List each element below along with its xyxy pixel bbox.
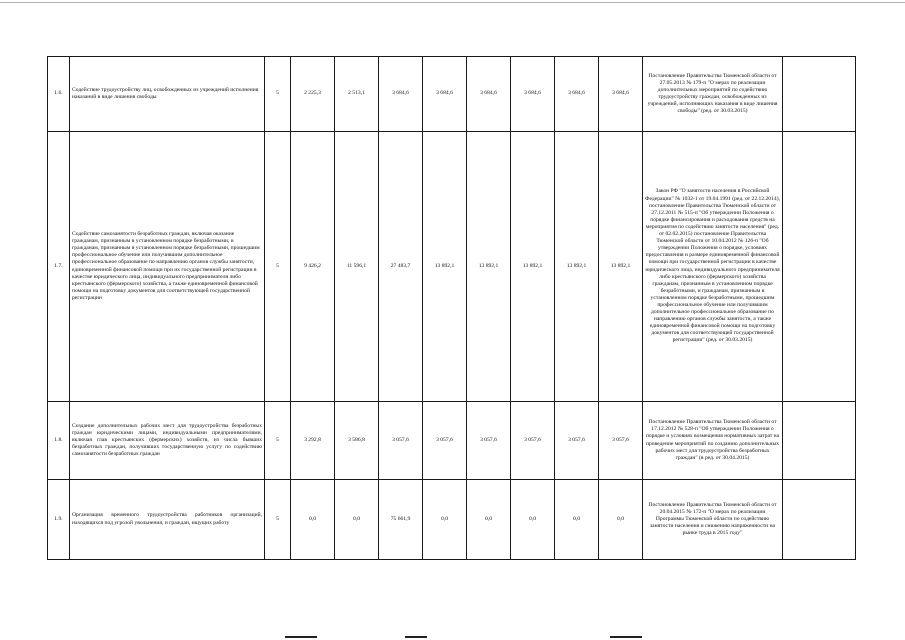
table-row — [48, 57, 856, 132]
program-activities-table — [47, 56, 856, 560]
cell-value: 0,0 — [291, 480, 335, 560]
cell-value: 75 661,9 — [379, 480, 423, 560]
activity-name: Содействие трудоустройству лиц, освобожденных из учреждений исполнения наказаний в виде лишения свободы — [70, 57, 265, 132]
cell-value: 0,0 — [467, 480, 511, 560]
legal-basis: Постановление Правительства Тюменской области от 17.12.2012 № 528-п "Об утверждении Положения о порядке и условиях возмещения нормативных затрат на проведение мероприятий по созданию дополнительных рабочих мест для трудоустройства безработных граждан" (в ред. от 30.04.2015) — [643, 402, 783, 480]
notes-cell — [783, 57, 856, 132]
legal-basis: Постановление Правительства Тюменской области от 27.05.2013 № 179-п "О мерах по реализации дополнительных мероприятий по содействию трудоустройству граждан, освобожденных из учреждений, исполняющих наказания в виде лишения свободы" (ред. от 30.03.2015) — [643, 57, 783, 132]
cell-value: 9 426,2 — [291, 132, 335, 402]
cell-value: 0,0 — [423, 480, 467, 560]
cell-value: 3 684,6 — [379, 57, 423, 132]
cell-value: 3 057,6 — [423, 402, 467, 480]
cell-value: 3 057,6 — [555, 402, 599, 480]
legal-basis: Постановление Правительства Тюменской области от 20.04.2015 № 172-п "О мерах по реализации Программы Тюменской области по содействию занятости населения и снижению напряженности на рынке труда в 2015 году" — [643, 480, 783, 560]
table-row — [48, 132, 856, 402]
cell-code: 5 — [265, 480, 291, 560]
cell-value: 3 684,6 — [555, 57, 599, 132]
notes-cell — [783, 132, 856, 402]
notes-cell — [783, 402, 856, 480]
cell-value: 3 684,6 — [467, 57, 511, 132]
row-number: 1.7. — [48, 132, 70, 402]
cell-value: 3 057,6 — [511, 402, 555, 480]
cell-value: 3 684,6 — [511, 57, 555, 132]
cell-code: 5 — [265, 402, 291, 480]
row-number: 1.6. — [48, 57, 70, 132]
table-row — [48, 480, 856, 560]
cell-value: 13 892,1 — [467, 132, 511, 402]
cell-value: 3 684,6 — [599, 57, 643, 132]
notes-cell — [783, 480, 856, 560]
scan-edge-bottom-right — [610, 636, 642, 638]
cell-value: 3 057,6 — [379, 402, 423, 480]
cell-value: 0,0 — [511, 480, 555, 560]
cell-value: 3 684,6 — [423, 57, 467, 132]
legal-basis: Закон РФ "О занятости населения в Российской Федерации" № 1032-1 от 19.04.1991 (ред. от 22.12.2014), постановление Правительства Тюменской области от 27.12.2011 № 515-п "Об утверждении Положения о порядке финансирования и расходования средств на мероприятия по содействию занятости населения" (ред. от 02.02.2015) постановление Правительства Тюменской области от 10.04.2012 № 126-п "Об утверждении Положения о порядке, условиях предоставления и размере единовременной финансовой помощи при государственной регистрации в качестве юридического лица, индивидуального предпринимателя либо крестьянского (фермерского) хозяйства гражданам, признанным в установленном порядке безработными, и гражданам, признанным в установленном порядке безработными, прошедшим профессиональное обучение или получившим дополнительное профессиональное образование по направлению органов службы занятости, а также единовременной финансовой помощи на подготовку документов для соответствующей государственной регистрации" (ред. от 30.03.2015) — [643, 132, 783, 402]
cell-value: 11 596,1 — [335, 132, 379, 402]
cell-value: 3 057,6 — [599, 402, 643, 480]
cell-value: 13 892,1 — [599, 132, 643, 402]
cell-code: 5 — [265, 132, 291, 402]
cell-value: 3 057,6 — [467, 402, 511, 480]
cell-value: 3 292,8 — [291, 402, 335, 480]
activity-name: Организация временного трудоустройства работников организаций, находящихся под угрозой увольнения, и граждан, ищущих работу — [70, 480, 265, 560]
cell-value: 13 892,1 — [511, 132, 555, 402]
table-row — [48, 402, 856, 480]
scan-edge-bottom-mid — [405, 636, 427, 638]
activity-name: Содействие самозанятости безработных граждан, включая оказание гражданам, признанным в установленном порядке безработными, и гражданам, признанным в установленном порядке безработными, прошедшим профессиональное обучение или получившим дополнительное профессиональное образование по направлению органов службы занятости, единовременной финансовой помощи при их государственной регистрации в качестве юридического лица, индивидуального предпринимателя либо крестьянского (фермерского) хозяйства, а также единовременной финансовой помощи на подготовку документов для соответствующей государственной регистрации — [70, 132, 265, 402]
cell-code: 5 — [265, 57, 291, 132]
cell-value: 0,0 — [599, 480, 643, 560]
scan-edge-bottom-left — [285, 636, 317, 638]
cell-value: 2 225,3 — [291, 57, 335, 132]
activity-name: Создание дополнительных рабочих мест для трудоустройства безработных граждан юридическими лицами, индивидуальными предпринимателями, включая глав крестьянских (фермерских) хозяйств, из числа бывших безработных граждан, получивших государственную услугу по содействию самозанятости безработных граждан — [70, 402, 265, 480]
cell-value: 0,0 — [335, 480, 379, 560]
cell-value: 27 483,7 — [379, 132, 423, 402]
cell-value: 3 586,8 — [335, 402, 379, 480]
scan-edge-top — [0, 2, 905, 3]
cell-value: 2 513,1 — [335, 57, 379, 132]
row-number: 1.8. — [48, 402, 70, 480]
cell-value: 0,0 — [555, 480, 599, 560]
cell-value: 13 892,1 — [555, 132, 599, 402]
row-number: 1.9. — [48, 480, 70, 560]
cell-value: 13 892,1 — [423, 132, 467, 402]
